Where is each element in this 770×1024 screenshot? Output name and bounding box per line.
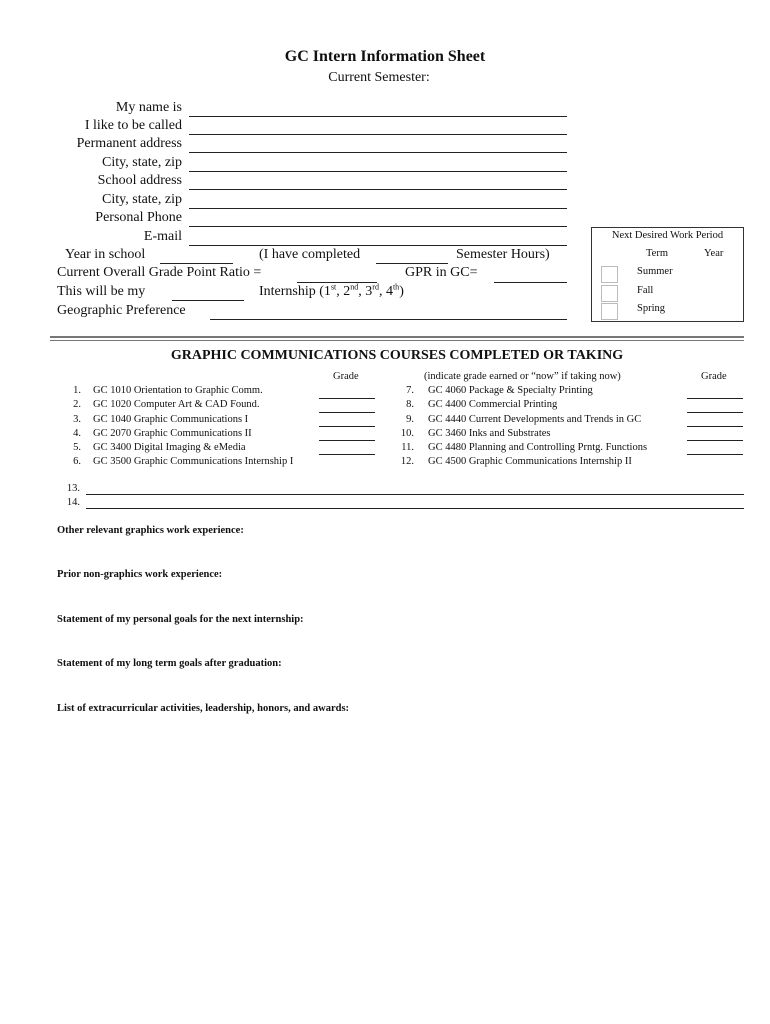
course-name: GC 4060 Package & Specialty Printing — [428, 385, 593, 396]
non-graphics-experience-prompt: Prior non-graphics work experience: — [57, 569, 223, 580]
gpa-field[interactable] — [297, 282, 377, 283]
course-number: 11. — [401, 442, 414, 453]
activities-prompt: List of extracurricular activities, leadership, honors, and awards: — [57, 703, 350, 714]
semester-hours-field[interactable] — [376, 263, 448, 264]
year-header: Year — [704, 248, 724, 259]
permanent-city-label: City, state, zip — [102, 155, 182, 170]
email-label: E-mail — [143, 229, 182, 244]
permanent-city-field[interactable] — [189, 171, 567, 172]
page-title: GC Intern Information Sheet — [284, 48, 486, 65]
summer-label: Summer — [637, 266, 673, 277]
course-name: GC 1040 Graphic Communications I — [93, 414, 249, 425]
course-number: 5. — [73, 442, 81, 453]
extra-course-field[interactable] — [86, 508, 744, 509]
course-name: GC 3500 Graphic Communications Internship I — [93, 456, 294, 467]
course-number: 9. — [406, 414, 414, 425]
completed-label: (I have completed — [259, 247, 361, 262]
school-address-label: School address — [97, 173, 182, 188]
fall-label: Fall — [637, 285, 654, 296]
extra-course-field[interactable] — [86, 494, 744, 495]
school-city-field[interactable] — [189, 208, 567, 209]
preferred-name-field[interactable] — [189, 134, 567, 135]
extra-course-number: 14. — [66, 497, 80, 508]
course-grade-field[interactable] — [319, 426, 375, 427]
long-term-goals-prompt: Statement of my long term goals after graduation: — [57, 658, 282, 669]
grade-header-right: Grade — [701, 371, 727, 382]
course-grade-field[interactable] — [687, 398, 743, 399]
summer-checkbox[interactable] — [601, 266, 618, 283]
course-number: 4. — [73, 428, 81, 439]
course-number: 10. — [400, 428, 414, 439]
extra-course-number: 13. — [66, 483, 80, 494]
section-divider — [50, 336, 744, 341]
geographic-preference-field[interactable] — [210, 319, 567, 320]
name-field[interactable] — [189, 116, 567, 117]
course-name: GC 1020 Computer Art & CAD Found. — [93, 399, 260, 410]
internship-options-label: Internship (1st, 2nd, 3rd, 4th) — [259, 282, 404, 299]
course-grade-field[interactable] — [687, 440, 743, 441]
gpa-label: Current Overall Grade Point Ratio = — [57, 265, 262, 280]
course-name: GC 3400 Digital Imaging & eMedia — [93, 442, 246, 453]
spring-label: Spring — [637, 303, 666, 314]
course-grade-field[interactable] — [319, 454, 375, 455]
preferred-name-label: I like to be called — [84, 118, 182, 133]
graphics-experience-prompt: Other relevant graphics work experience: — [57, 525, 244, 536]
fall-checkbox[interactable] — [601, 285, 618, 302]
course-name: GC 4400 Commercial Printing — [428, 399, 558, 410]
course-number: 3. — [73, 414, 81, 425]
name-label: My name is — [115, 100, 182, 115]
course-grade-field[interactable] — [319, 440, 375, 441]
course-grade-field[interactable] — [687, 412, 743, 413]
course-name: GC 2070 Graphic Communications II — [93, 428, 252, 439]
permanent-address-field[interactable] — [189, 152, 567, 153]
grade-header-left: Grade — [333, 371, 359, 382]
course-grade-field[interactable] — [687, 426, 743, 427]
internship-number-field[interactable] — [172, 300, 244, 301]
course-grade-field[interactable] — [687, 454, 743, 455]
course-name: GC 4440 Current Developments and Trends in GC — [428, 414, 642, 425]
course-number: 1. — [73, 385, 81, 396]
year-in-school-label: Year in school — [65, 247, 146, 262]
gpr-gc-field[interactable] — [494, 282, 567, 283]
current-semester-label: Current Semester: — [328, 70, 430, 85]
course-name: GC 3460 Inks and Substrates — [428, 428, 551, 439]
school-city-label: City, state, zip — [102, 192, 182, 207]
course-name: GC 1010 Orientation to Graphic Comm. — [93, 385, 263, 396]
course-number: 7. — [406, 385, 414, 396]
semester-hours-label: Semester Hours) — [456, 247, 550, 262]
course-number: 2. — [73, 399, 81, 410]
grade-instructions: (indicate grade earned or “now” if taking now) — [424, 371, 621, 382]
course-grade-field[interactable] — [319, 412, 375, 413]
term-header: Term — [646, 248, 669, 259]
phone-field[interactable] — [189, 226, 567, 227]
course-name: GC 4500 Graphic Communications Internship II — [428, 456, 632, 467]
email-field[interactable] — [189, 245, 567, 246]
geographic-preference-label: Geographic Preference — [57, 303, 186, 318]
courses-heading: GRAPHIC COMMUNICATIONS COURSES COMPLETED OR TAKING — [170, 348, 624, 363]
course-number: 12. — [400, 456, 414, 467]
work-period-title: Next Desired Work Period — [611, 230, 724, 241]
course-grade-field[interactable] — [319, 398, 375, 399]
permanent-address-label: Permanent address — [76, 136, 182, 151]
course-number: 6. — [73, 456, 81, 467]
internship-number-label: This will be my — [57, 284, 146, 299]
gpr-gc-label: GPR in GC= — [405, 265, 478, 280]
spring-checkbox[interactable] — [601, 303, 618, 320]
school-address-field[interactable] — [189, 189, 567, 190]
phone-label: Personal Phone — [95, 210, 182, 225]
course-number: 8. — [406, 399, 414, 410]
course-name: GC 4480 Planning and Controlling Prntg. Functions — [428, 442, 648, 453]
year-in-school-field[interactable] — [160, 263, 233, 264]
personal-goals-prompt: Statement of my personal goals for the next internship: — [57, 614, 304, 625]
